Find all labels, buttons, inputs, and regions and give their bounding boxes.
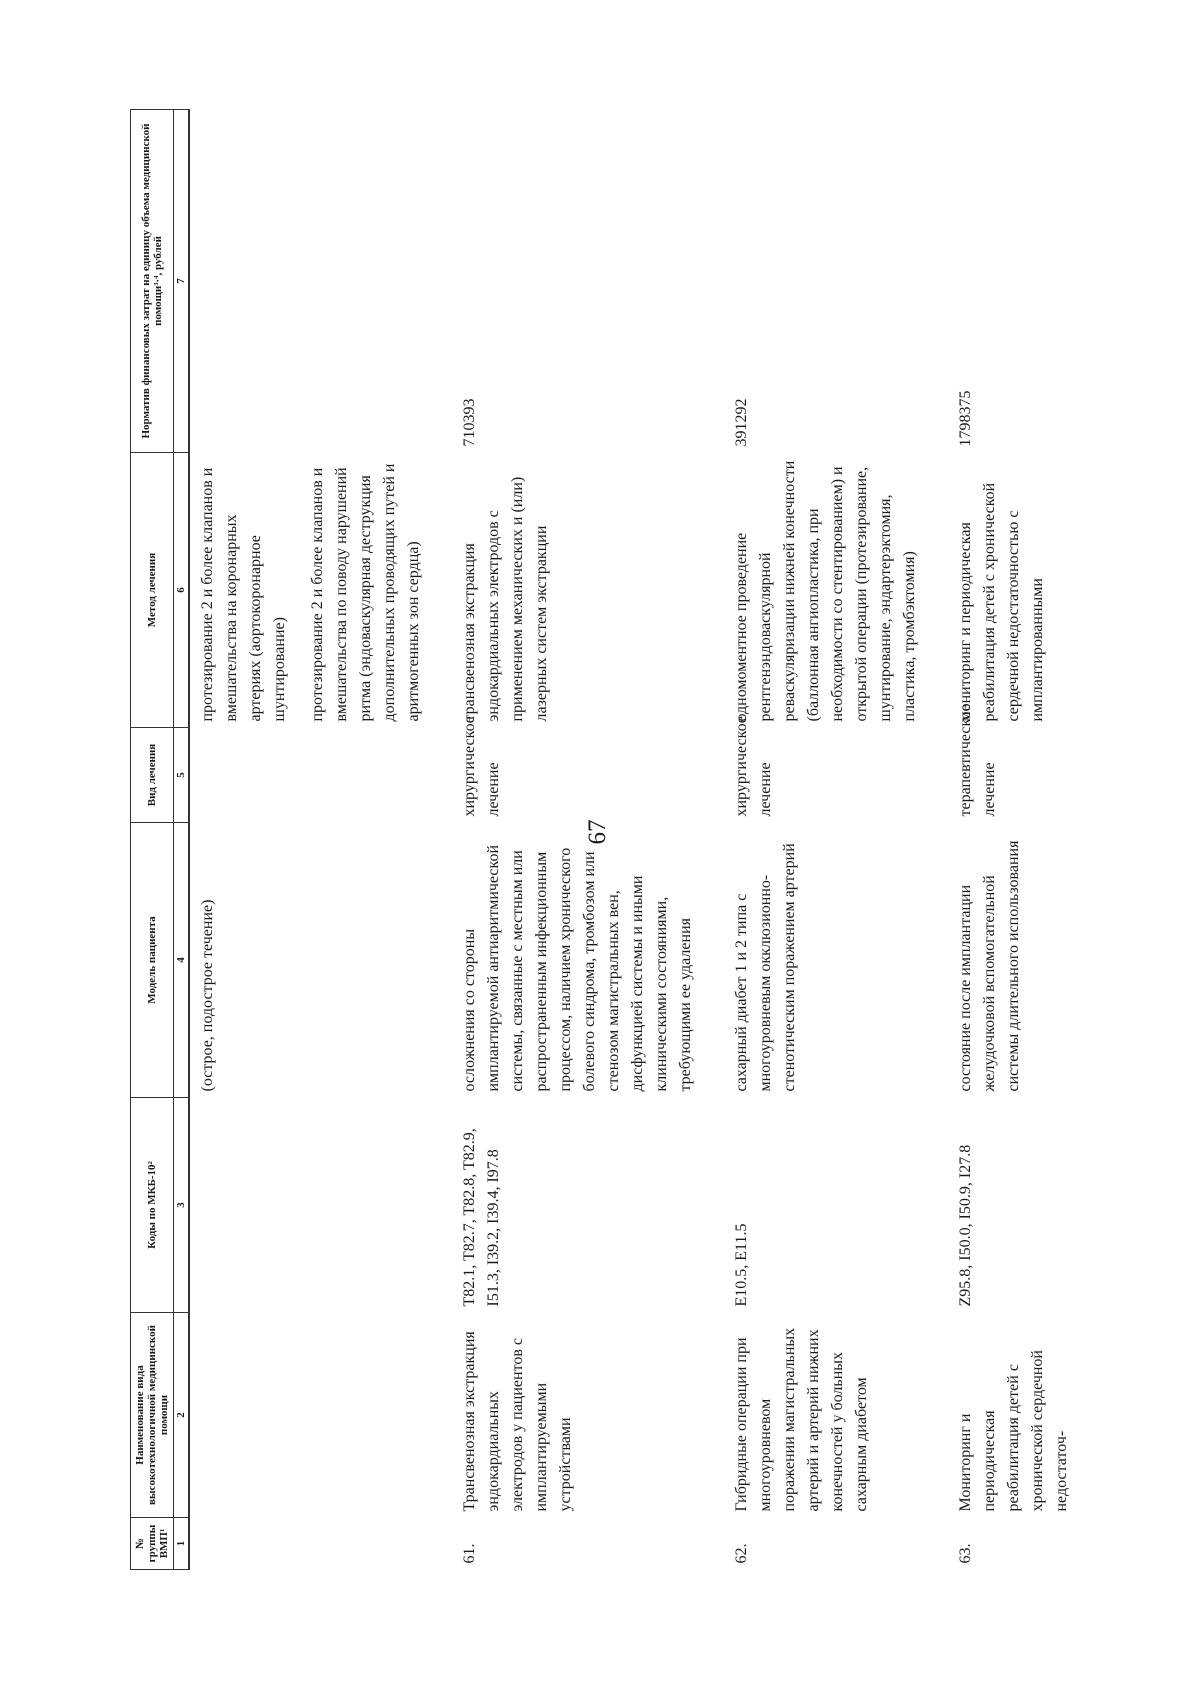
- table-row: [436, 110, 708, 1570]
- treatment-method-a: одномоментное проведение рентгенэндоваскулярной реваскуляризации нижней конечности (баллонная ангиопластика, при необходимости со стентированием) и открытой операции (протезирование, шунтирование, эндартерэктомия, пластика, тромбэктомия): [733, 460, 918, 722]
- treatment-method-a: протезирование 2 и более клапанов и вмешательства на коронарных артериях (аортокоронарное шунтирование): [199, 467, 288, 722]
- icd-codes: Z95.8, I50.0, I50.9, I27.8: [957, 1144, 974, 1307]
- column-number-row: [174, 110, 190, 1570]
- header-patient-model: Модель пациента: [131, 823, 174, 1098]
- header-group: № группы ВМП¹: [131, 1518, 174, 1570]
- group-number: [189, 1518, 436, 1570]
- care-type-name: Мониторинг и периодическая реабилитация детей с хронической сердечной недостаточ-: [957, 1350, 1070, 1512]
- rotated-table-sheet: [130, 110, 1170, 1570]
- treatment-type: хирургическое лечение: [461, 716, 502, 817]
- cost-standard: 391292: [733, 398, 750, 447]
- patient-model: сахарный диабет 1 и 2 типа с многоуровневым окклюзионно-стенотическим поражением артерий: [733, 843, 798, 1092]
- treatment-method-a: мониторинг и периодическая реабилитация детей с хронической сердечной недостаточностью с имплантированными: [957, 482, 1046, 722]
- care-type-name: Трансвенозная экстракция эндокардиальных электродов у пациентов с имплантируемыми устройствами: [461, 1331, 574, 1512]
- header-row: [131, 110, 174, 1570]
- column-number: 7: [174, 110, 190, 453]
- header-name: Наименование вида высокотехнологичной медицинской помощи: [131, 1313, 174, 1518]
- treatment-method-a: трансвенозная экстракция эндокардиальных электродов с применением механических и (или) лазерных систем экстракции: [461, 476, 550, 722]
- treatment-type: [189, 728, 436, 823]
- column-number: 6: [174, 453, 190, 728]
- column-number: 2: [174, 1313, 190, 1518]
- cost-standard: 710393: [461, 398, 478, 447]
- table-row: [189, 110, 436, 1570]
- patient-model: осложнения со стороны имплантируемой антиаритмической системы, связанные с местным или распространенным инфекционным процессом, наличием хронического болевого синдрома, тромбозом или стенозом магистральных вен, дисфункцией системы и иными клиническими состояниями, требующими ее удаления: [461, 844, 694, 1092]
- treatment-method: [189, 453, 436, 728]
- cost-standard: 1798375: [957, 390, 974, 447]
- treatment-method: [436, 453, 708, 728]
- group-number: 62.: [733, 1543, 750, 1564]
- treatment-type: терапевтическое лечение: [957, 704, 998, 817]
- treatment-method: [708, 453, 932, 728]
- table-row: [932, 110, 1084, 1570]
- group-number: 63.: [957, 1543, 974, 1564]
- header-codes: Коды по МКБ-10²: [131, 1098, 174, 1313]
- treatment-method-b: протезирование 2 и более клапанов и вмешательства по поводу нарушений ритма (эндоваскулярная деструкция дополнительных проводящих путей и аритмогенных зон сердца): [309, 463, 422, 722]
- care-type-name: [189, 1313, 436, 1518]
- treatment-type: хирургическое лечение: [733, 716, 774, 817]
- column-number: 1: [174, 1518, 190, 1570]
- group-number: 61.: [461, 1543, 478, 1564]
- page-number: 67: [584, 819, 611, 845]
- icd-codes: E10.5, E11.5: [733, 1223, 750, 1307]
- column-number: 5: [174, 728, 190, 823]
- column-number: 3: [174, 1098, 190, 1313]
- vmp-table: [130, 109, 1084, 1570]
- patient-model: (острое, подострое течение): [199, 899, 216, 1092]
- icd-codes: [189, 1098, 436, 1313]
- cost-standard: [189, 110, 436, 453]
- patient-model: состояние после имплантации желудочковой вспомогательной системы длительного использования: [957, 840, 1022, 1092]
- treatment-method: [932, 453, 1084, 728]
- care-type-name: Гибридные операции при многоуровневом поражении магистральных артерий и артерий нижних конечностей у больных сахарным диабетом: [733, 1327, 870, 1512]
- header-method: Метод лечения: [131, 453, 174, 728]
- header-cost: Норматив финансовых затрат на единицу объема медицинской помощи³·⁴, рублей: [131, 110, 174, 453]
- column-number: 4: [174, 823, 190, 1098]
- icd-codes: T82.1, T82.7, T82.8, T82.9, I51.3, I39.2, I39.4, I97.8: [461, 1128, 502, 1307]
- table-row: [708, 110, 932, 1570]
- header-treatment-type: Вид лечения: [131, 728, 174, 823]
